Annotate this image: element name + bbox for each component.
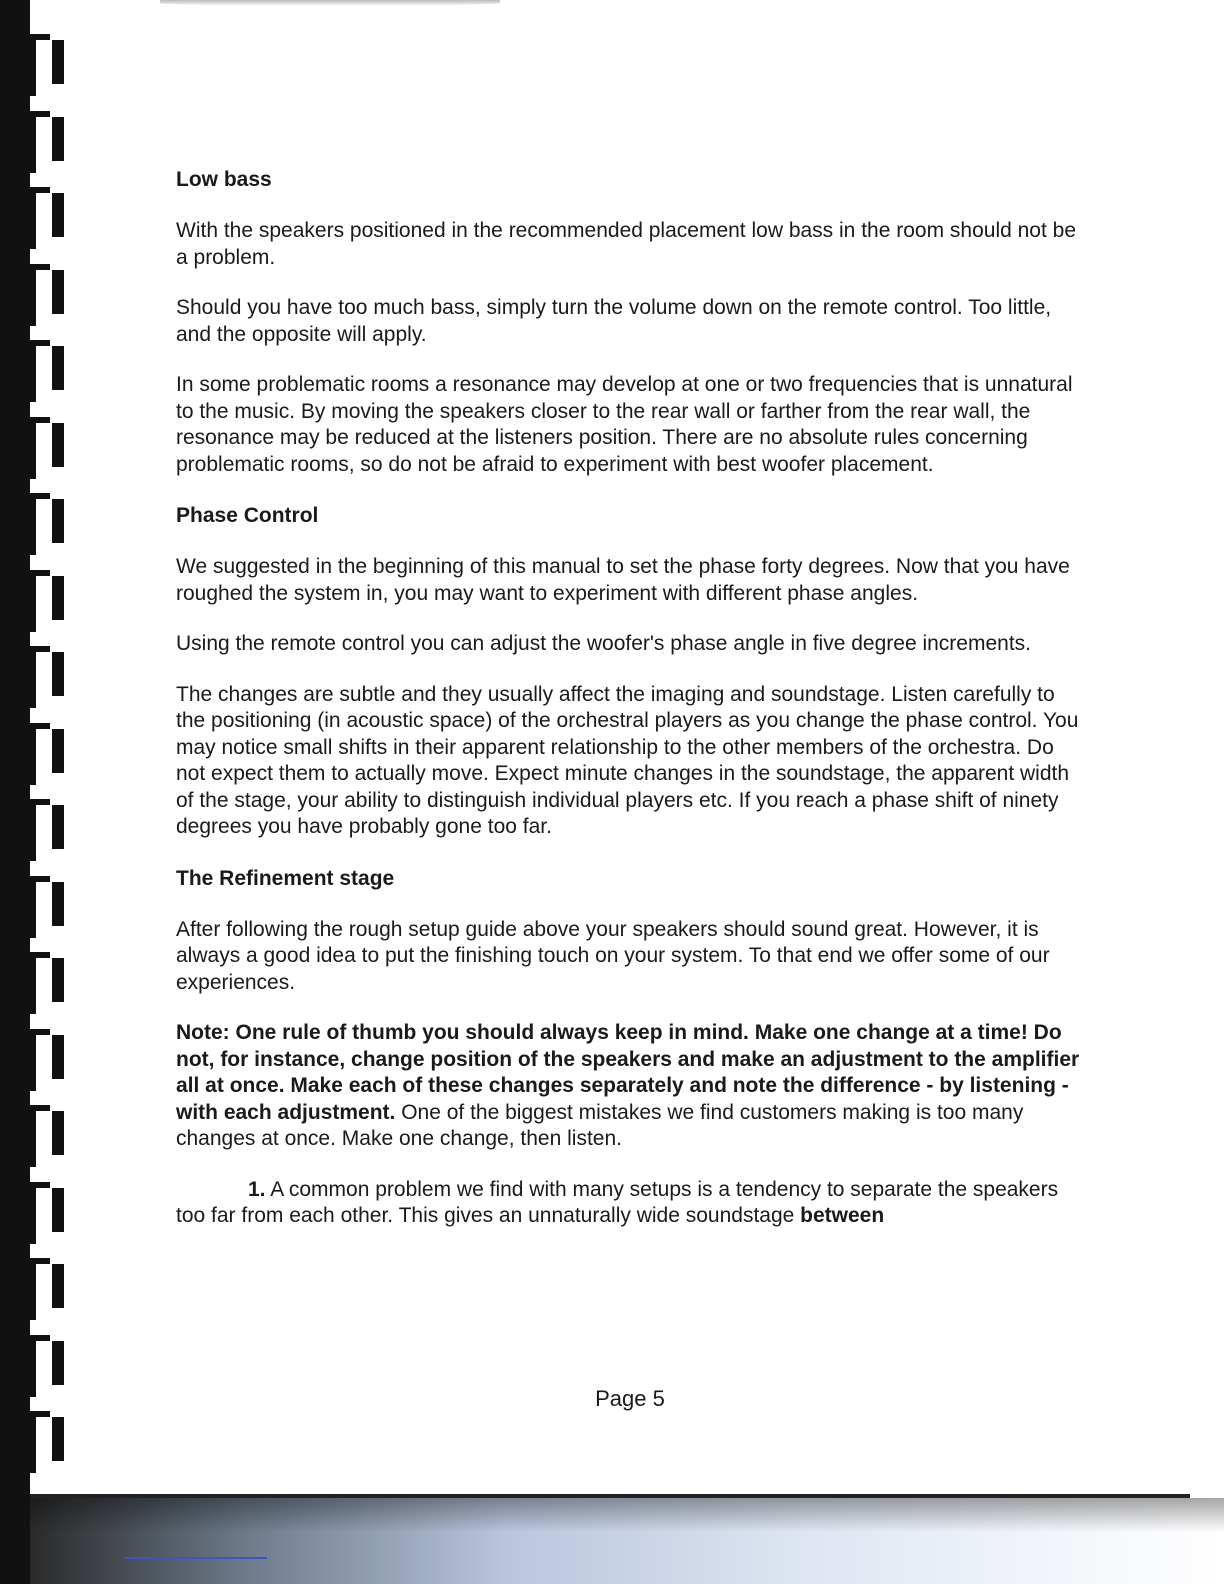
spiral-binding <box>30 0 70 1584</box>
binding-tooth <box>30 340 64 402</box>
binding-tooth <box>30 952 64 1014</box>
binding-tooth <box>30 799 64 861</box>
binding-tooth <box>30 1029 64 1091</box>
document-body <box>176 166 1086 1230</box>
item-text: A common problem we find with many setups is a tendency to separate the speakers too far from each other. This gives an unnaturally wide soundstage <box>176 1177 1059 1227</box>
section-heading-refinement-stage: The Refinement stage <box>176 866 395 890</box>
section-heading-low-bass: Low bass <box>176 168 272 191</box>
paragraph: In some problematic rooms a resonance may develop at one or two frequencies that is unnatural to the music. By moving the speakers closer to the rear wall or farther from the rear wall, the resonance may be reduced at the listeners position. There are no absolute rules concerning problematic rooms, so do not be afraid to experiment with best woofer placement. <box>176 373 1073 476</box>
paragraph: After following the rough setup guide above your speakers should sound great. However, it is always a good idea to put the finishing touch on your system. To that end we offer some of our experiences. <box>176 917 1050 994</box>
binding-tooth <box>30 1258 64 1320</box>
binding-tooth <box>30 187 64 249</box>
paragraph: Using the remote control you can adjust the woofer's phase angle in five degree increments. <box>176 632 1031 655</box>
note-paragraph <box>176 1020 1086 1153</box>
top-shadow <box>160 0 500 6</box>
binding-tooth <box>30 1182 64 1244</box>
paragraph: The changes are subtle and they usually affect the imaging and soundstage. Listen carefully to the positioning (in acoustic space) of the orchestral players as you change the phase control. You may notice small shifts in their apparent relationship to the other members of the orchestra. Do not expect them to actually move. Expect minute changes in the soundstage, the apparent width of the stage, your ability to distinguish individual players etc. If you reach a phase shift of ninety degrees you have probably gone too far. <box>176 682 1079 838</box>
paragraph: With the speakers positioned in the recommended placement low bass in the room should not be a problem. <box>176 219 1077 269</box>
binding-tooth <box>30 1105 64 1167</box>
blue-line-mark <box>125 1557 267 1559</box>
binding-tooth <box>30 1411 64 1473</box>
note-normal-text: One of the biggest mistakes we find customers making is too many changes at once. Make one change, then listen. <box>176 1100 1024 1150</box>
section-heading-phase-control: Phase Control <box>176 504 319 527</box>
binding-tooth <box>30 34 64 96</box>
binding-tooth <box>30 723 64 785</box>
paragraph: We suggested in the beginning of this manual to set the phase forty degrees. Now that you have roughed the system in, you may want to experiment with different phase angles. <box>176 555 1070 605</box>
note-bold-text: Note: One rule of thumb you should always keep in mind. Make one change at a time! Do not, for instance, change position of the speakers and make an adjustment to the amplifier all at once. Make each of these changes separately and note the difference - by listening - with each adjustment. <box>176 1021 1080 1124</box>
item-bold-tail: between <box>800 1204 885 1227</box>
binding-tooth <box>30 111 64 173</box>
page-number: Page 5 <box>595 1386 665 1411</box>
item-number: 1. <box>248 1177 266 1201</box>
binding-tooth <box>30 876 64 938</box>
binding-tooth <box>30 264 64 326</box>
binding-tooth <box>30 417 64 479</box>
binding-tooth <box>30 646 64 708</box>
binding-spine <box>0 0 30 1584</box>
binding-tooth <box>30 570 64 632</box>
binding-tooth <box>30 493 64 555</box>
scanner-shadow <box>30 1498 1224 1584</box>
paragraph: Should you have too much bass, simply turn the volume down on the remote control. Too little, and the opposite will apply. <box>176 296 1052 346</box>
numbered-item <box>176 1177 1086 1230</box>
